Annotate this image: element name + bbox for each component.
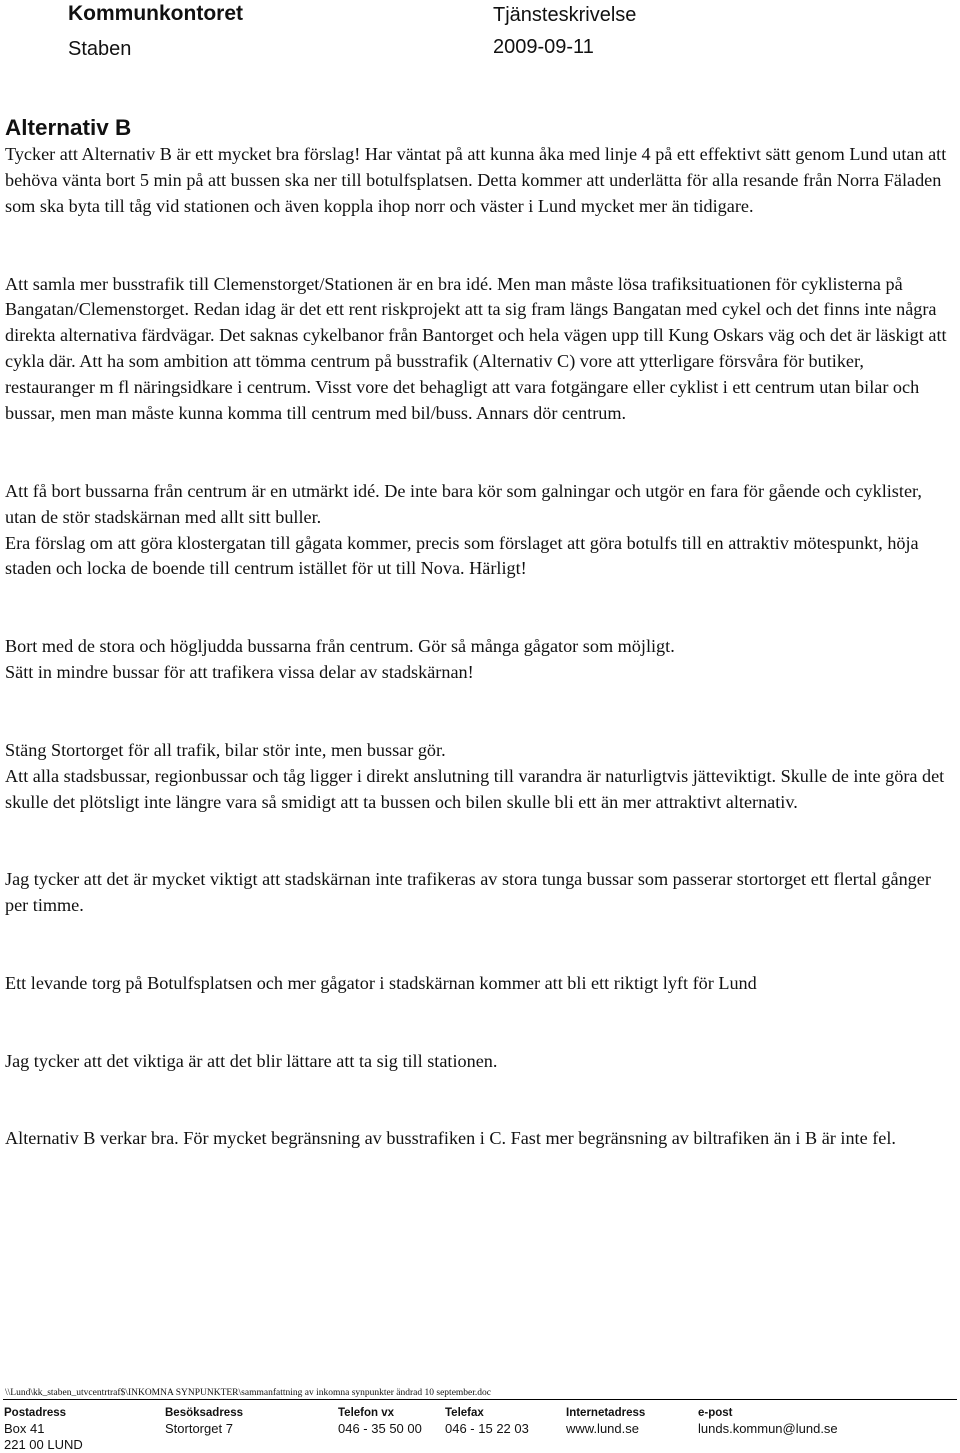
- paragraph: Stäng Stortorget för all trafik, bilar stör inte, men bussar gör.: [5, 739, 446, 760]
- visiting-address-label: Besöksadress: [165, 1407, 243, 1419]
- section-heading: Alternativ B: [5, 115, 132, 140]
- fax-label: Telefax: [445, 1407, 484, 1419]
- footer-postal-address: [4, 1405, 83, 1453]
- visiting-address: Stortorget 7: [165, 1421, 233, 1436]
- footer-website: [566, 1405, 645, 1437]
- document-body: [5, 114, 955, 1152]
- website-label: Internetadress: [566, 1407, 646, 1419]
- footer-fax: [445, 1405, 529, 1437]
- document-type: Tjänsteskrivelse: [493, 4, 637, 26]
- footer-phone: [338, 1405, 422, 1437]
- paragraph: Jag tycker att det viktiga är att det blir lättare att ta sig till stationen.: [5, 1050, 498, 1071]
- paragraph: Alternativ B verkar bra. För mycket begränsning av busstrafiken i C. Fast mer begränsning av biltrafiken än i B är inte fel.: [5, 1128, 896, 1149]
- paragraph: Ett levande torg på Botulfsplatsen och mer gågator i stadskärnan kommer att bli ett riktigt lyft för Lund: [5, 972, 757, 993]
- postal-address-line-1: Box 41: [4, 1421, 45, 1436]
- footer-email: [698, 1405, 838, 1437]
- paragraph: Att få bort bussarna från centrum är en utmärkt idé. De inte bara kör som galningar och utgör en fara för gående och cyklister, utan de stör stadskärnan med allt sitt buller.: [5, 480, 922, 527]
- footer-divider: [3, 1399, 957, 1400]
- paragraph: Att alla stadsbussar, regionbussar och tåg ligger i direkt anslutning till varandra är naturligtvis jätteviktigt. Skulle de inte göra det skulle det plötsligt inte längre vara så smidigt att ta bussen och bilen skulle bli ett än mer attraktivt alternativ.: [5, 765, 945, 812]
- postal-address-label: Postadress: [4, 1407, 67, 1419]
- phone-label: Telefon vx: [338, 1407, 395, 1419]
- paragraph: Bort med de stora och högljudda bussarna från centrum. Gör så många gågator som möjligt.: [5, 636, 675, 657]
- paragraph: Era förslag om att göra klostergatan till gågata kommer, precis som förslaget att göra botulfs till en attraktiv mötespunkt, höja staden och locka de boende till centrum istället för ut till Nova. Härligt!: [5, 532, 919, 579]
- paragraph: Sätt in mindre bussar för att trafikera vissa delar av stadskärnan!: [5, 662, 474, 683]
- website-link[interactable]: www.lund.se: [566, 1421, 639, 1436]
- paragraph: Att samla mer busstrafik till Clemenstorget/Stationen är en bra idé. Men man måste lösa trafiksituationen för cyklisterna på Bangatan/Clemenstorget. Redan idag är det ett rent riskprojekt att ta sig fram längs Bangatan med cykel och det finns inte några direkta alternativa färdvägar. Det saknas cykelbanor från Bantorget och hela vägen upp till Kung Oskars väg och det är läskigt att cykla där. Att ha som ambition att tömma centrum på busstrafik (Alternativ C) vore att ytterligare försvåra för butiker, restauranger m fl näringsidkare i centrum. Visst vore det behagligt att vara fotgängare eller cyklist i ett centrum utan bilar och bussar, men man måste kunna komma till centrum med bil/buss. Annars dör centrum.: [5, 273, 947, 424]
- file-path: \\Lund\kk_staben_utvcentrtraf$\INKOMNA SYNPUNKTER\sammanfattning av inkomna synpunkter ändrad 10 september.doc: [5, 1388, 491, 1398]
- email-link[interactable]: lunds.kommun@lund.se: [698, 1421, 838, 1436]
- postal-address-line-2: 221 00 LUND: [4, 1437, 83, 1452]
- paragraph: Jag tycker att det är mycket viktigt att stadskärnan inte trafikeras av stora tunga bussar som passerar stortorget ett flertal gånger per timme.: [5, 869, 931, 916]
- footer-visiting-address: [165, 1405, 243, 1437]
- document-date: 2009-09-11: [493, 36, 594, 58]
- organization-name: Kommunkontoret: [68, 2, 243, 25]
- email-label: e-post: [698, 1407, 733, 1419]
- department-name: Staben: [68, 38, 132, 60]
- paragraph: Tycker att Alternativ B är ett mycket bra förslag! Har väntat på att kunna åka med linje 4 på ett effektivt sätt genom Lund utan att behöva vänta bort 5 min på att bussen ska ner till botulfsplatsen. Detta kommer att underlätta för alla resande från Norra Fäladen som ska byta till tåg vid stationen och även koppla ihop norr och väster i Lund mycket mer än tidigare.: [5, 144, 947, 216]
- phone-number: 046 - 35 50 00: [338, 1421, 422, 1436]
- fax-number: 046 - 15 22 03: [445, 1421, 529, 1436]
